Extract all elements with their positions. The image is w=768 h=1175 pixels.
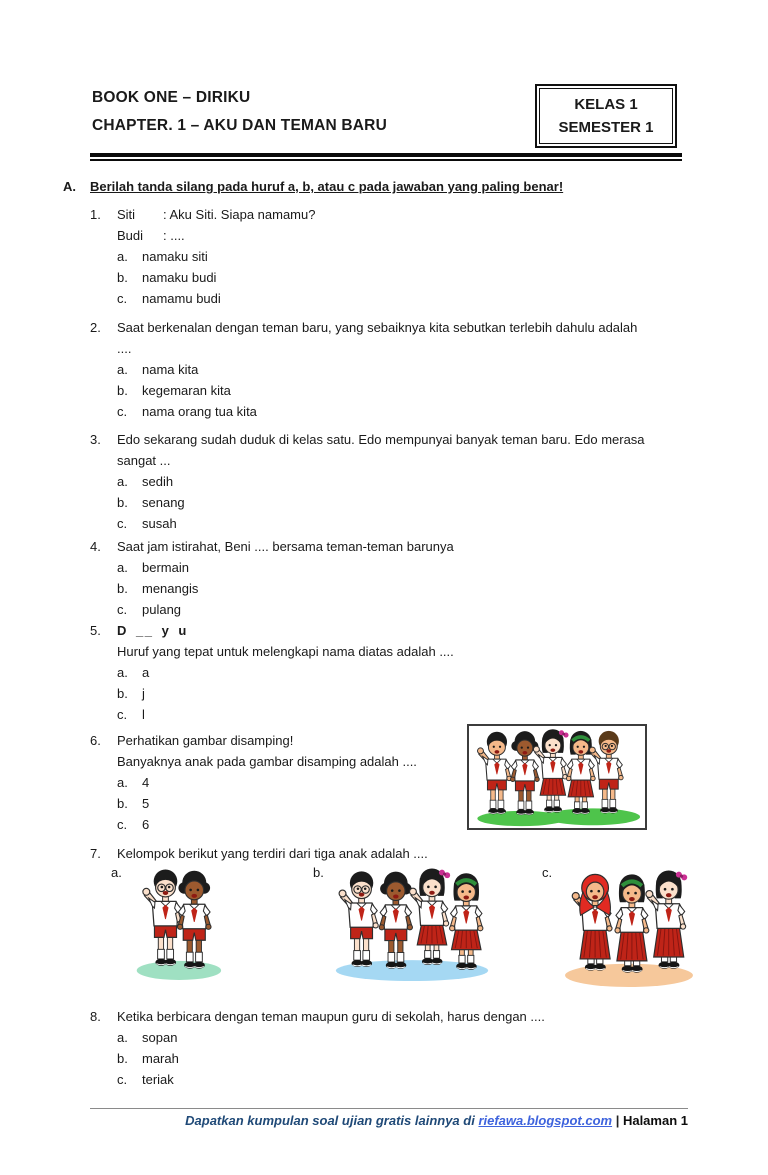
option-letter: a. xyxy=(117,362,128,377)
dialogue-text: : Aku Siti. Siapa namamu? xyxy=(163,207,316,222)
question-2 xyxy=(90,317,710,422)
option-text: l xyxy=(142,707,145,722)
section-label: A. xyxy=(63,179,76,194)
q7a-illustration xyxy=(129,864,225,981)
option-text: namaku siti xyxy=(142,249,208,264)
option-a xyxy=(117,1027,710,1048)
header-titles xyxy=(92,84,387,140)
question-list xyxy=(0,204,768,1090)
option-b xyxy=(117,492,710,513)
option-letter: c. xyxy=(117,602,128,617)
option-letter: a. xyxy=(117,560,128,575)
option-letter: b. xyxy=(117,1051,128,1066)
option-text: 6 xyxy=(142,817,150,832)
question6-illustration xyxy=(467,724,647,830)
option-letter: b. xyxy=(117,270,128,285)
option-text: namamu budi xyxy=(142,291,221,306)
option-text: bermain xyxy=(142,560,189,575)
option-letter: b. xyxy=(117,383,128,398)
option-letter: c. xyxy=(117,291,128,306)
picture-options-row xyxy=(111,864,710,996)
footer-separator: | xyxy=(612,1113,623,1128)
question-number: 1. xyxy=(90,207,101,222)
document-header xyxy=(92,84,677,148)
question-body xyxy=(117,1006,710,1090)
option-text: nama kita xyxy=(142,362,199,377)
dialogue-text: : .... xyxy=(163,228,185,243)
option-letter: a. xyxy=(117,249,128,264)
class-semester-badge xyxy=(535,84,677,148)
option-letter: c. xyxy=(117,707,128,722)
option-letter: b. xyxy=(313,865,324,880)
question-body xyxy=(117,317,710,422)
dialogue-speaker: Budi xyxy=(117,228,144,243)
question-number: 2. xyxy=(90,320,101,335)
option-text: menangis xyxy=(142,581,199,596)
footer-text: Dapatkan kumpulan soal ujian gratis lainnya di xyxy=(185,1113,479,1128)
q7b-illustration xyxy=(331,864,493,982)
question-text-line: Perhatikan gambar disamping! xyxy=(117,733,294,748)
question-text-line: Saat jam istirahat, Beni .... bersama teman-teman barunya xyxy=(117,539,454,554)
option-letter: b. xyxy=(117,581,128,596)
option-c xyxy=(117,704,710,725)
option-letter: c. xyxy=(117,1072,128,1087)
question-text-line: Huruf yang tepat untuk melengkapi nama diatas adalah .... xyxy=(117,644,454,659)
question-text-line xyxy=(117,225,710,246)
option-b xyxy=(117,380,710,401)
question-1 xyxy=(90,204,710,309)
book-title: BOOK ONE – DIRIKU xyxy=(92,89,251,106)
question-number: 8. xyxy=(90,1009,101,1024)
option-letter: c. xyxy=(117,817,128,832)
header-divider-rule xyxy=(90,153,682,161)
option-text: susah xyxy=(142,516,177,531)
option-text: kegemaran kita xyxy=(142,383,231,398)
question-number: 3. xyxy=(90,432,101,447)
question-number: 5. xyxy=(90,623,101,638)
option-letter: b. xyxy=(117,796,128,811)
option-b xyxy=(117,683,710,704)
question-number: 4. xyxy=(90,539,101,554)
option-text: sopan xyxy=(142,1030,178,1045)
option-b xyxy=(117,578,710,599)
question-text-line: Edo sekarang sudah duduk di kelas satu. Edo mempunyai banyak teman baru. Edo merasa xyxy=(117,432,645,447)
question-text-line: .... xyxy=(117,341,132,356)
page-footer xyxy=(90,1108,688,1128)
option-a xyxy=(117,557,710,578)
question-body xyxy=(117,536,710,620)
option-c xyxy=(117,1069,710,1090)
question-text-line: Banyaknya anak pada gambar disamping adalah .... xyxy=(117,754,417,769)
picture-option-b xyxy=(313,864,493,982)
option-text: senang xyxy=(142,495,185,510)
option-c xyxy=(117,599,710,620)
option-letter: a. xyxy=(117,474,128,489)
footer-blog-link[interactable]: riefawa.blogspot.com xyxy=(478,1113,613,1128)
dialogue-speaker: Siti xyxy=(117,207,136,222)
question-5 xyxy=(90,620,710,725)
option-b xyxy=(117,1048,710,1069)
question-4 xyxy=(90,536,710,620)
question-number: 7. xyxy=(90,846,101,861)
option-text: sedih xyxy=(142,474,174,489)
option-letter: a. xyxy=(117,775,128,790)
question-text-line: Ketika berbicara dengan teman maupun guru di sekolah, harus dengan .... xyxy=(117,1009,545,1024)
option-text: teriak xyxy=(142,1072,174,1087)
question-text-line: Kelompok berikut yang terdiri dari tiga anak adalah .... xyxy=(117,846,428,861)
option-letter: a. xyxy=(111,865,122,880)
option-text: pulang xyxy=(142,602,182,617)
picture-option-c xyxy=(542,864,698,988)
option-text: 4 xyxy=(142,775,150,790)
option-letter: b. xyxy=(117,495,128,510)
question-body xyxy=(117,620,710,725)
option-a xyxy=(117,662,710,683)
question-text-line: D __ y u xyxy=(117,623,188,638)
footer-page-number: Halaman 1 xyxy=(622,1113,688,1128)
option-text: 5 xyxy=(142,796,150,811)
picture-option-a xyxy=(111,864,225,981)
question-body xyxy=(117,204,710,309)
badge-semester: SEMESTER 1 xyxy=(558,119,654,136)
option-b xyxy=(117,267,710,288)
option-text: j xyxy=(142,686,145,701)
question-text-line xyxy=(117,204,710,225)
question-body xyxy=(117,429,710,534)
option-letter: b. xyxy=(117,686,128,701)
section-instruction: Berilah tanda silang pada huruf a, b, atau c pada jawaban yang paling benar! xyxy=(90,179,564,194)
option-c xyxy=(117,401,710,422)
q7c-illustration xyxy=(560,864,698,988)
question-text-line: Saat berkenalan dengan teman baru, yang sebaiknya kita sebutkan terlebih dahulu adalah xyxy=(117,320,638,335)
option-a xyxy=(117,359,710,380)
option-c xyxy=(117,513,710,534)
option-letter: c. xyxy=(117,516,128,531)
badge-class: KELAS 1 xyxy=(574,96,638,113)
option-text: a xyxy=(142,665,150,680)
section-a-heading xyxy=(63,176,698,197)
question-body xyxy=(111,843,710,996)
option-c xyxy=(117,288,710,309)
question-number: 6. xyxy=(90,733,101,748)
question-text-line: sangat ... xyxy=(117,453,171,468)
option-text: nama orang tua kita xyxy=(142,404,257,419)
option-letter: a. xyxy=(117,1030,128,1045)
question-3 xyxy=(90,429,710,534)
option-text: marah xyxy=(142,1051,179,1066)
option-text: namaku budi xyxy=(142,270,217,285)
option-a xyxy=(117,471,710,492)
option-letter: c. xyxy=(117,404,128,419)
chapter-title: CHAPTER. 1 – AKU DAN TEMAN BARU xyxy=(92,117,387,134)
question-7 xyxy=(90,843,710,996)
question-8 xyxy=(90,1006,710,1090)
option-letter: c. xyxy=(542,865,553,880)
option-a xyxy=(117,246,710,267)
option-letter: a. xyxy=(117,665,128,680)
